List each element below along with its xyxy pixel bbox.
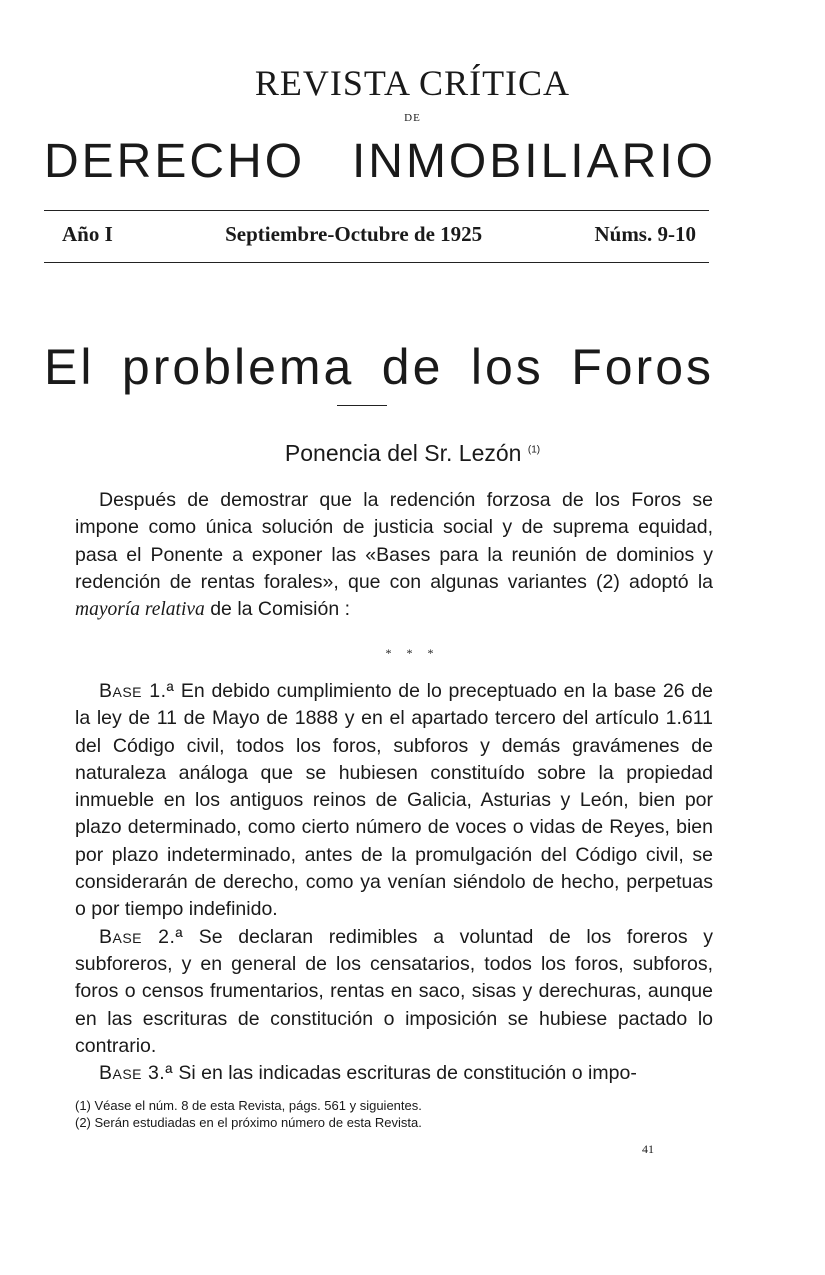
issue-numbers: Núms. 9-10 [594, 222, 696, 246]
footnotes [75, 1097, 713, 1131]
masthead-connector: DE [404, 112, 421, 124]
base-paragraph: Base 1.ª En debido cumplimiento de lo preceptuado en la base 26 de la ley de 11 de Mayo de 1888 y en el apartado tercero del artículo 1.611 del Código civil, todos los foros, subforos y demás gravámenes de naturaleza análoga que se hubiesen constituído sobre la propiedad inmueble en los antiguos reinos de Galicia, Asturias y León, bien por plazo determinado, como cierto número de voces o vidas de Reyes, bien por plazo indeterminado, antes de la promulgación del Código civil, se considerarán de derecho, como ya venían siéndolo de hecho, perpetuas o por tiempo indefinido. [75, 680, 713, 921]
issue-year: Año I [62, 222, 113, 246]
base-label: Base 3.ª [99, 1062, 173, 1085]
bases-section [75, 678, 713, 1087]
article-subtitle [0, 440, 825, 467]
intro-text: Después de demostrar que la redención forzosa de los Foros se impone como única solución de justicia social y de suprema equidad, pasa el Ponente a exponer las «Bases para la reunión de dominios y redención de rentas forales», que con algunas variantes (2) adoptó la mayoría relativa de la Comisión : [75, 489, 713, 621]
footnote: (2) Serán estudiadas en el próximo número de esta Revista. [75, 1115, 422, 1130]
base-paragraph: Base 2.ª Se declaran redimibles a voluntad de los foreros y subforeros, y en general de los censatarios, todos los foros, subforos, foros o censos frumentarios, rentas en saco, sisas y derechuras, aunque en las escrituras de constitución o imposición se hubiese pactado lo contrario. [75, 925, 713, 1057]
masthead-subject: DERECHO INMOBILIARIO [44, 135, 716, 188]
base-paragraph: Base 3.ª Si en las indicadas escrituras de constitución o impo- [99, 1062, 637, 1085]
masthead-title: REVISTA CRÍTICA [254, 63, 571, 103]
emphasis-text: mayoría relativa [75, 599, 205, 621]
subtitle-footnote-ref: (1) [527, 444, 541, 456]
base-label: Base 2.ª [99, 925, 184, 948]
title-divider [337, 405, 387, 406]
top-rule [44, 210, 709, 211]
subtitle-text: Ponencia del Sr. Lezón [284, 440, 522, 466]
issue-date: Septiembre-Octubre de 1925 [225, 222, 483, 246]
base-label: Base 1.ª [99, 680, 175, 702]
intro-paragraph [75, 487, 713, 623]
issue-line [62, 222, 696, 247]
footnote: (1) Véase el núm. 8 de esta Revista, págs. 561 y siguientes. [75, 1098, 422, 1113]
article-title: El problema de los Foros [44, 339, 714, 395]
section-separator: * * * [385, 646, 440, 660]
page-number: 41 [642, 1142, 654, 1156]
bottom-rule [44, 262, 709, 263]
